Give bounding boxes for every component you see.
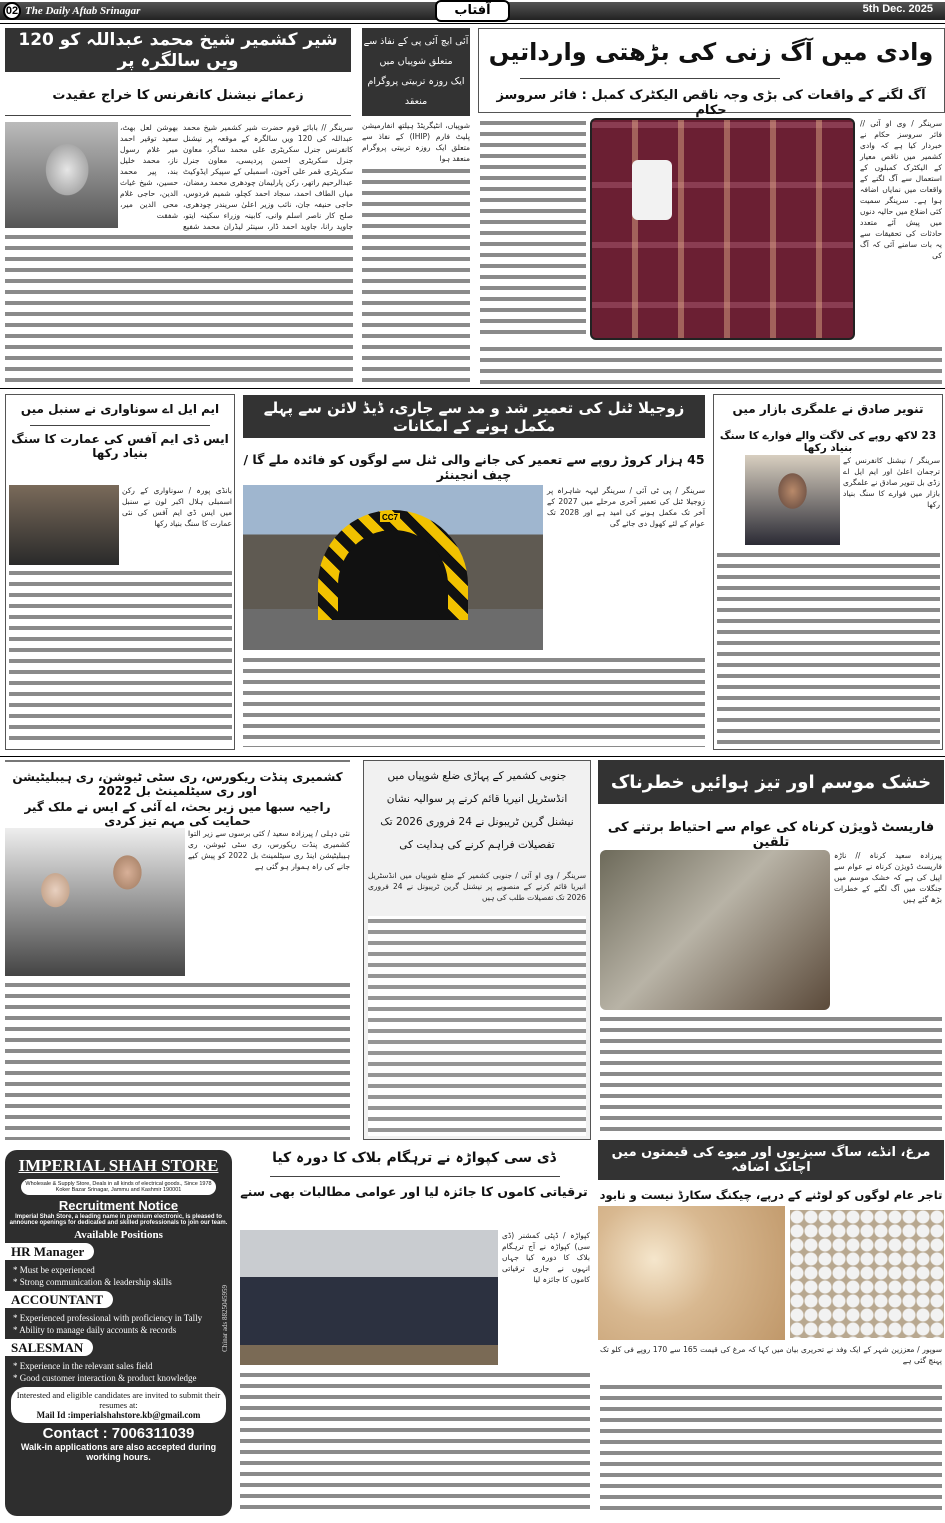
paper-name: The Daily Aftab Srinagar [25,5,141,17]
ihip-body-text [362,166,470,382]
tanvir-body-text [717,550,940,746]
prices-body-text [600,1382,942,1516]
zojila-subhead: 45 ہزار کروڑ روپے سے تعمیر کی جانے والی ٹنل سے لوگوں کو فائدہ ملے گا / چیف انجینئر [243,452,705,482]
ad-point: * Must be experienced [13,1265,95,1275]
pandit-body-text [5,980,350,1140]
ad-point: * Ability to manage daily accounts & records [13,1325,177,1335]
ad-position-hr: HR Manager [5,1243,94,1260]
sheikh-lead: سرینگر // بابائے قوم حضرت شیر کشمیر شیخ محمد عبداللہ کی 120 ویں سالگرہ کے موقعہ پر نیشنل کانفرنس جنرل سکریٹری علی محمد ساگر، معاون جنرل سکریٹری احسن پردیسی، معاون جنرل سکریٹری قمر علی آخون، اسمبلی کے سپیکر ایڈوکیٹ عبدالرحیم راتھر، رکن پارلیمان چودھری محمد رمضان، میاں الطاف احمد، سجاد احمد کچلو، شمیم فردوس، حاجی حنیفہ جان، نائب وزیر اعلیٰ سریندر چودھری، صلح کار ناصر اسلم وانی، کابینہ وزراء سکینہ ایتو، جاوید رانا، جاوید احمد ڈار، سینئر لیڈران محمد شفیع [183,123,353,231]
sonawari-lead: بانڈی پورہ / سوناواری کے رکن اسمبلی ہلال اکبر لون نے سنبل میں ایس ڈی ایم آفس کی نئی عمارت کا سنگ بنیاد رکھا [122,486,232,528]
blanket-controller [632,160,672,220]
ad-store-name: IMPERIAL SHAH STORE [18,1156,219,1175]
newspaper-logo: آفتاب [435,0,510,22]
ad-tagline: Wholesale & Supply Store, Deals in all kinds of electrical goods., Since 1978 [25,1181,212,1187]
tanvir-headline: تنویر صادق نے علمگری بازار میں [732,402,924,416]
tunnel-sign: CC7 [382,513,399,522]
tangmarg-lead: کپواڑہ / ڈپٹی کمشنر (ڈی سی) کپواڑہ نے آج ترہگام بلاک کا دورہ کیا جہاں انہوں نے جاری ترقیاتی کاموں کا جائزہ لیا [502,1231,590,1284]
sheikh-body-text [5,232,353,382]
zojila-headline: زوجیلا ٹنل کی تعمیر شد و مد سے جاری، ڈیڈ لائن سے پہلے مکمل ہونے کے امکانات [243,395,705,438]
dryweather-subhead: فاریسٹ ڈویژن کرناہ کی عوام سے احتیاط برتنے کی تلقین [607,820,935,850]
tangmarg-headline: ڈی سی کپواڑہ نے ترہگام بلاک کا دورہ کیا [272,1150,556,1166]
ad-walkin: Walk-in applications are also accepted during working hours. [20,1442,217,1462]
ad-point: * Experience in the relevant sales field [13,1361,153,1371]
tanvir-subhead: 23 لاکھ روپے کی لاگت والے فوارے کا سنگ بنیاد رکھا [719,430,937,454]
tanvir-photo [745,455,840,545]
ihip-lead: شوپیاں، انٹیگریٹڈ ہیلتھ انفارمیشن پلیٹ فارم (IHIP) کے نفاذ سے متعلق ایک روزہ تربیتی پروگرام منعقد ہوا [362,121,470,163]
ad-position-accountant: ACCOUNTANT [5,1291,113,1308]
sheikh-side-text: بھوشن لعل بھٹ، سعید توقیر احمد میر غلام رسول ناز، محمد خلیل بند، پیر محمد حسین، شیخ غیاث الدین، حاجی غلام محی الدین میر، شفقت [120,123,178,220]
dryweather-headline: خشک موسم اور تیز ہوائیں خطرناک [598,760,944,804]
forest-fire-photo [600,850,830,1010]
prices-subhead: تاجر عام لوگوں کو لوٹنے کے درپے، چیکنگ سکارڈ نیست و نابود [599,1188,943,1202]
shopian-headline-line: تفصیلات فراہم کرنے کی ہدایت کی [399,839,555,851]
ad-agency: Chinar ads 8825045959 [221,1285,229,1352]
pandit-subhead: راجیہ سبھا میں زیر بحث، اے آئی کے ایس نے ملک گیر حمایت کی مہم تیز کردی [24,800,331,828]
shopian-headline-line: انڈسٹریل انیریا قائم کرنے پر سوالیہ نشان [386,793,568,805]
dryweather-body-text [600,1014,942,1136]
sonawari-subhead: ایس ڈی ایم آفس کی عمارت کا سنگ بنیاد رکھا [11,432,229,460]
prices-lead: سوپور / معززین شہر کے ایک وفد نے تحریری بیان میں کہا کہ مرغ کی قیمت 165 سے 170 روپے فی کلو تک پہنچ گئی ہے [600,1345,942,1365]
ad-contact[interactable]: Contact : 7006311039 [42,1425,195,1442]
sonawari-headline: ایم ایل اے سوناواری نے سنبل میں [20,402,220,416]
fire-headline: وادی میں آگ زنی کی بڑھتی وارداتیں [488,38,934,66]
ad-point: * Experienced professional with proficiency in Tally [13,1313,203,1323]
pandit-photo [5,828,185,976]
pandit-headline: کشمیری پنڈت ریکورس، ری سٹی ٹیوشن، ری ہیبلیٹیشن اور ری سیٹلمینٹ بل 2022 [12,770,343,798]
ad-positions-title: Available Positions [74,1229,163,1241]
ihip-headline-line: ایک روزہ تربیتی پروگرام منعقد [367,76,465,107]
imperial-shah-store-ad [5,1150,232,1516]
ad-intro: Imperial Shah Store, a leading name in premium electronic, is pleased to announce openings for dedicated and skilled professionals to join our team. [9,1214,228,1226]
fire-body-text-2 [480,344,942,384]
ad-position-salesman: SALESMAN [5,1339,93,1356]
shopian-headline-line: نیشنل گرین ٹریبونل نے 24 فروری 2026 تک [380,816,574,828]
ihip-headline-line: متعلق شوپیاں میں [379,56,453,67]
tangmarg-body-text [240,1370,590,1516]
ihip-headline-box [362,28,470,116]
ad-point: * Strong communication & leadership skills [13,1277,172,1287]
zojila-tunnel-photo [243,485,543,650]
shopian-lead: سرینگر / وی او آئی / جنوبی کشمیر کے ضلع شوپیاں میں انڈسٹریل انیریا قائم کرنے کے منصوبے پر نیشنل گرین ٹریبونل نے 24 فروری 2026 تک تفصیلات طلب کی ہیں [368,871,586,902]
fire-body-text [480,118,586,340]
fire-subhead: آگ لگنے کے واقعات کی بڑی وجہ ناقص الیکٹرک کمبل : فائر سروسز حکام [496,88,926,118]
page-number: 02 [3,2,21,20]
sheikh-headline: شیر کشمیر شیخ محمد عبداللہ کو 120 ویں سالگرہ پر [5,28,351,72]
eggs-photo [790,1210,944,1338]
sheikh-subhead: زعمائے نیشنل کانفرنس کا خراج عقیدت [52,88,304,103]
pandit-lead: نئی دہلی / پیرزادہ سعید / کئی برسوں سے زیر التوا کشمیری پنڈت ریکورس، ری سٹی ٹیوشن، ری ہیبلیٹیشن اینڈ ری سیٹلمینٹ بل 2022 کو پیش کیے جانے کی راہ ہموار ہو گئی ہے [188,829,350,871]
ad-apply-text: Interested and eligible candidates are invited to submit their resumes at: [16,1390,221,1410]
prices-headline: مرغ، انڈے، ساگ سبزیوں اور میوے کی قیمتوں میں اچانک اضافہ [598,1140,944,1180]
ad-notice-title: Recruitment Notice [58,1198,179,1213]
fire-lead: سرینگر / وی او آئی // فائر سروسز حکام نے خبردار کیا ہے کہ وادی کشمیر میں ناقص معیار کے الیکٹرک کمبلوں کے استعمال سے آگ لگنے کے واقعات میں نمایاں اضافہ ہوا ہے۔ سرینگر سمیت کئی اضلاع میں حالیہ دنوں میں پیش آئے متعدد حادثات کی تحقیقات سے یہ بات سامنے آئی کہ آگ کی [860,119,942,260]
electric-blanket-photo [590,118,855,340]
shopian-headline [366,765,588,857]
issue-date: 5th Dec. 2025 [862,3,933,15]
sheikh-photo [5,122,118,228]
sonawari-body-text [9,568,232,746]
tangmarg-photo [240,1230,498,1365]
dryweather-lead: پیرزادہ سعید کرناہ // ناڑہ فاریسٹ ڈویژن کرناہ نے عوام سے اپیل کی ہے کہ خشک موسم میں جنگلات میں آگ لگنے کے خطرات بڑھ گئے ہیں [834,851,942,904]
zojila-body-text [243,655,705,747]
ad-mail[interactable]: Mail Id :imperialshahstore.kb@gmail.com [36,1410,201,1420]
ihip-headline-line: آئی ایچ آئی پی کے نفاذ سے [363,36,469,47]
ad-address: Koker Bazar Srinagar, Jammu and Kashmir 190001 [55,1187,182,1193]
zojila-lead: سرینگر / پی ٹی آئی / سرینگر لیہہ شاہراہ پر زوجیلا ٹنل کی تعمیر آخری مرحلے میں 2027 کے آخر تک مکمل ہونے کی امید ہے اور 2028 تک عوام کے لئے کھول دی جائے گی [547,486,705,528]
sonawari-photo [9,485,119,565]
ad-point: * Good customer interaction & product knowledge [13,1373,197,1383]
tangmarg-subhead: ترقیاتی کاموں کا جائزہ لیا اور عوامی مطالبات بھی سنے [240,1184,588,1199]
tanvir-lead: سرینگر / نیشنل کانفرنس کے ترجمان اعلیٰ اور ایم ایل اے زڈی بل تنویر صادق نے علمگری بازار میں فوارے کا سنگ بنیاد رکھا [843,456,940,509]
shopian-body-text [368,916,586,1136]
chicken-photo [598,1206,785,1340]
shopian-headline-line: جنوبی کشمیر کے پہاڑی ضلع شوپیاں میں [387,770,567,782]
